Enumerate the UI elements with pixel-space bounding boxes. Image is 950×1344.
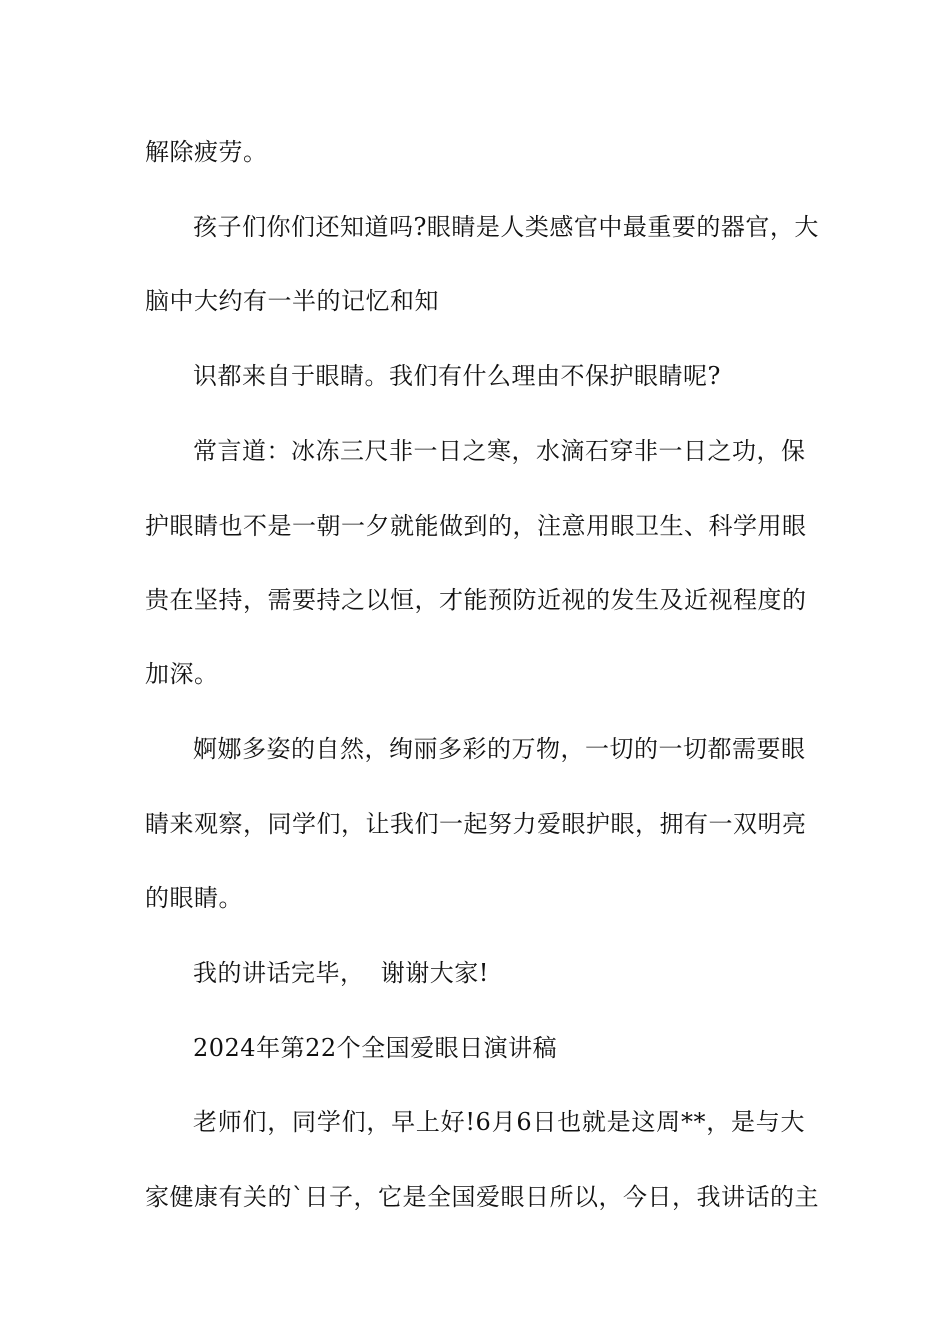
- paragraph-line: 的眼睛。: [145, 884, 243, 912]
- paragraph-line: 老师们，同学们，早上好!6月6日也就是这周**，是与大: [193, 1108, 805, 1136]
- paragraph-line: 识都来自于眼睛。我们有什么理由不保护眼睛呢?: [193, 362, 721, 390]
- paragraph-line: 家健康有关的`日子，它是全国爱眼日所以，今日，我讲话的主: [145, 1183, 819, 1211]
- paragraph-line: 脑中大约有一半的记忆和知: [145, 287, 439, 315]
- paragraph-line: 贵在坚持，需要持之以恒，才能预防近视的发生及近视程度的: [145, 586, 807, 614]
- section-heading: 2024年第22个全国爱眼日演讲稿: [193, 1034, 558, 1062]
- paragraph-line: 解除疲劳。: [145, 138, 268, 166]
- paragraph-line: 加深。: [145, 660, 219, 688]
- paragraph-line: 护眼睛也不是一朝一夕就能做到的，注意用眼卫生、科学用眼: [145, 512, 807, 540]
- paragraph-line: 我的讲话完毕， 谢谢大家!: [193, 959, 489, 987]
- paragraph-line: 孩子们你们还知道吗?眼睛是人类感官中最重要的器官，大: [193, 213, 819, 241]
- paragraph-line: 常言道：冰冻三尺非一日之寒，水滴石穿非一日之功，保: [193, 437, 806, 465]
- paragraph-line: 睛来观察，同学们，让我们一起努力爱眼护眼，拥有一双明亮: [145, 810, 807, 838]
- paragraph-line: 婀娜多姿的自然，绚丽多彩的万物，一切的一切都需要眼: [193, 735, 806, 763]
